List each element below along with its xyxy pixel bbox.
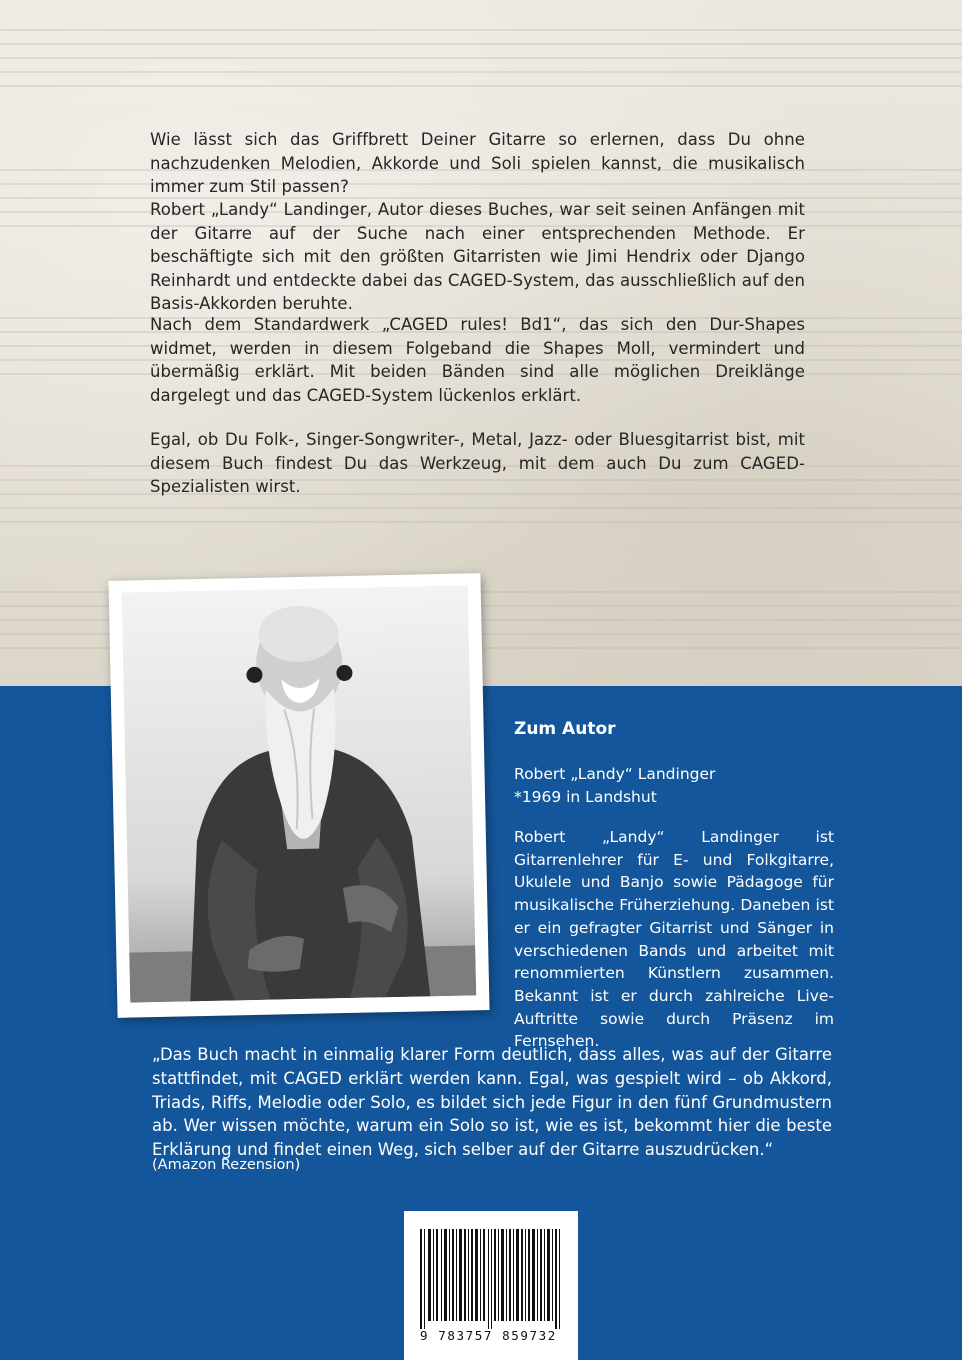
author-photo-frame [108,573,489,1018]
author-portrait-illustration [122,585,477,1002]
review-quote: „Das Buch macht in einmalig klarer Form deutlich, dass alles, was auf der Gitarre stattfindet, mit CAGED erklärt werden kann. Egal, was gespielt wird – ob Akkord, Triads, Riffs, Melodie oder Solo, es bildet sich jede Figur in den fünf Grundmustern ab. Wer wissen möchte, warum ein Solo so ist, wie es ist, bekommt hier die beste Erklärung und findet einen Weg, sich selber auf der Gitarre auszudrücken.“ [152,1045,832,1160]
author-bio: Robert „Landy“ Landinger ist Gitarrenlehrer für E- und Folkgitarre, Ukulele und Banjo sowie Pädagoge für musikalische Früherziehung. Daneben ist er ein gefragter Gitarrist und Sänger in verschiedenen Bands und arbeitet mit renommierten Künstlern zusammen. Bekannt ist er durch zahlreiche Live-Auftritte sowie durch Präsenz im Fernsehen. [514,828,834,1051]
author-name: Robert „Landy“ Landinger [514,765,716,783]
author-heading: Zum Autor [514,719,616,739]
author-photo [122,585,477,1002]
intro-paragraph: Robert „Landy“ Landinger, Autor dieses Buches, war seit seinen Anfängen mit der Gitarre auf der Suche nach einer entsprechenden Methode. Er beschäftigte sich mit den größten Gitarristen wie Jimi Hendrix oder Django Reinhardt und entdeckte dabei das CAGED-System, das ausschließlich auf den Basis-Akkorden beruhte. [150,200,805,313]
isbn-number: 9 783757 859732 [420,1328,557,1343]
intro-paragraph: Nach dem Standardwerk „CAGED rules! Bd1“, das sich den Dur-Shapes widmet, werden in diesem Folgeband die Shapes Moll, vermindert und übermäßig erklärt. Mit beiden Bänden sind alle möglichen Dreiklänge dargelegt und das CAGED-System lückenlos erklärt. [150,315,805,405]
barcode-bars [404,1211,578,1329]
barcode [404,1211,578,1360]
review-source: (Amazon Rezension) [152,1157,301,1173]
intro-paragraph: Wie lässt sich das Griffbrett Deiner Gitarre so erlernen, dass Du ohne nachzudenken Melodien, Akkorde und Soli spielen kannst, die musikalisch immer zum Stil passen? [150,130,805,196]
author-birth: *1969 in Landshut [514,788,657,806]
intro-paragraph: Egal, ob Du Folk-, Singer-Songwriter-, Metal, Jazz- oder Bluesgitarrist bist, mit diesem Buch findest Du das Werkzeug, mit dem auch Du zum CAGED-Spezialisten wirst. [150,430,805,496]
